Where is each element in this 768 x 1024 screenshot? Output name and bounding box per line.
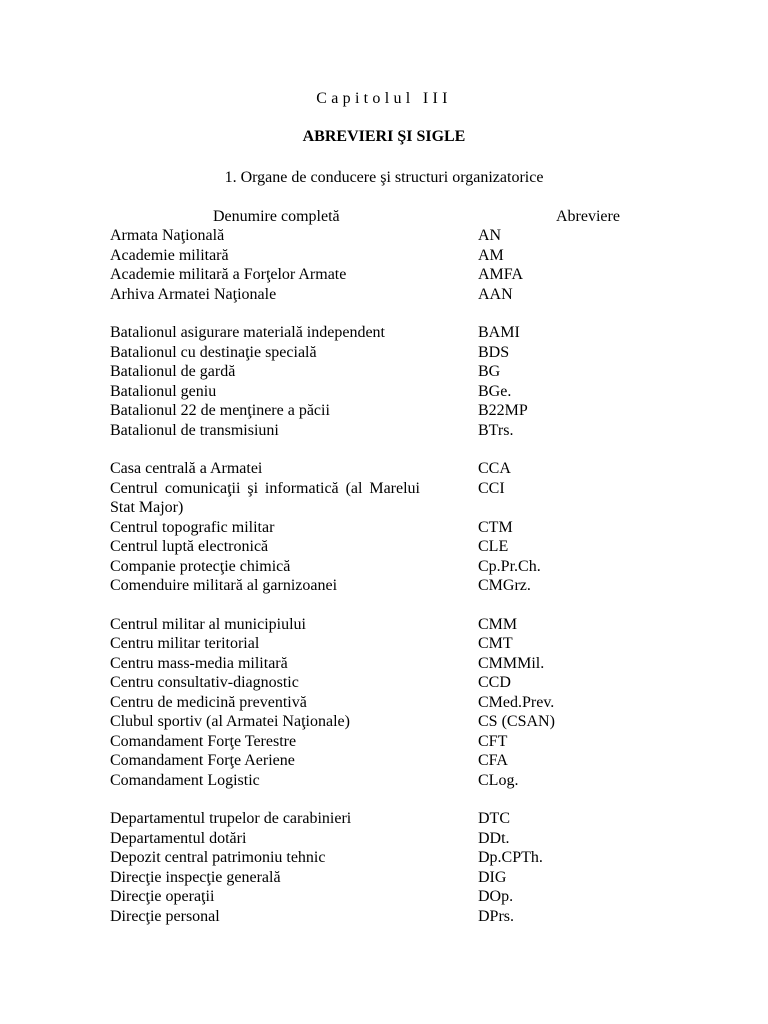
full-name: Academie militară a Forţelor Armate xyxy=(110,266,347,283)
group-spacer xyxy=(110,440,640,459)
full-name: Direcţie inspecţie generală xyxy=(110,868,281,886)
list-item xyxy=(110,343,640,363)
page-title: ABREVIERI ŞI SIGLE xyxy=(302,128,466,145)
abbreviation: DPrs. xyxy=(478,907,515,925)
full-name: Centrul luptă electronică xyxy=(110,538,269,555)
list-item xyxy=(110,771,640,791)
full-name: Batalionul geniu xyxy=(110,382,217,400)
column-header-abbreviation: Abreviere xyxy=(556,208,620,225)
full-name: Centru militar teritorial xyxy=(110,635,260,652)
abbreviation: CS (CSAN) xyxy=(478,713,555,730)
list-item xyxy=(110,362,640,382)
abbreviation: BDS xyxy=(478,343,510,361)
list-item xyxy=(110,285,640,305)
list-item xyxy=(110,848,640,868)
column-header-full-name: Denumire completă xyxy=(213,208,340,225)
abbreviation: CMGrz. xyxy=(478,577,531,594)
list-item xyxy=(110,907,640,927)
full-name: Companie protecţie chimică xyxy=(110,557,291,575)
abbreviation: Dp.CPTh. xyxy=(478,849,543,866)
full-name: Comandament Forţe Terestre xyxy=(110,732,297,750)
list-item xyxy=(110,226,640,246)
full-name: Departamentul trupelor de carabinieri xyxy=(110,810,352,827)
abbreviation: CCA xyxy=(478,460,511,477)
full-name: Batalionul de transmisiuni xyxy=(110,421,279,439)
list-item xyxy=(110,654,640,674)
abbreviation: AAN xyxy=(478,285,513,303)
list-item xyxy=(110,887,640,907)
abbreviation: CLog. xyxy=(478,771,519,789)
abbreviation: CTM xyxy=(478,518,513,536)
full-name: Academie militară xyxy=(110,246,229,264)
list-item xyxy=(110,323,640,343)
list-item xyxy=(110,537,640,557)
abbreviation: CCD xyxy=(478,674,511,691)
list-item xyxy=(110,868,640,888)
abbreviation: CFT xyxy=(478,732,508,750)
abbreviation: CMed.Prev. xyxy=(478,693,555,711)
list-item xyxy=(110,557,640,577)
abbreviation: AM xyxy=(478,246,504,264)
abbreviation: AMFA xyxy=(478,266,524,283)
list-item xyxy=(110,712,640,732)
list-item xyxy=(110,693,640,713)
group-spacer xyxy=(110,304,640,323)
full-name: Centrul comunicaţii şi informatică (al Marelui Stat Major) xyxy=(110,479,420,516)
full-name: Arhiva Armatei Naţionale xyxy=(110,285,277,303)
full-name: Direcţie operaţii xyxy=(110,888,215,905)
list-item xyxy=(110,479,640,518)
list-item xyxy=(110,751,640,771)
list-item xyxy=(110,518,640,538)
abbreviation: CMM xyxy=(478,615,518,633)
chapter-heading: Capitolul III xyxy=(316,90,452,107)
list-item xyxy=(110,421,640,441)
full-name: Centrul topografic militar xyxy=(110,518,275,536)
list-item xyxy=(110,829,640,849)
full-name: Centrul militar al municipiului xyxy=(110,615,306,633)
list-item xyxy=(110,246,640,266)
full-name: Depozit central patrimoniu tehnic xyxy=(110,849,326,866)
full-name: Departamentul dotări xyxy=(110,829,247,847)
abbreviation: CCI xyxy=(478,479,505,497)
section-heading: 1. Organe de conducere şi structuri organizatorice xyxy=(224,169,544,186)
list-item xyxy=(110,576,640,596)
list-item xyxy=(110,634,640,654)
abbreviation: DIG xyxy=(478,868,507,886)
full-name: Batalionul 22 de menţinere a păcii xyxy=(110,402,330,419)
abbreviation-list xyxy=(110,226,640,926)
list-item xyxy=(110,401,640,421)
list-item xyxy=(110,459,640,479)
abbreviation: B22MP xyxy=(478,402,528,419)
abbreviation: DOp. xyxy=(478,888,514,905)
abbreviation: CLE xyxy=(478,538,509,555)
abbreviation: AN xyxy=(478,227,502,244)
full-name: Direcţie personal xyxy=(110,907,220,925)
full-name: Batalionul asigurare materială independent xyxy=(110,324,385,341)
abbreviation: BTrs. xyxy=(478,421,514,439)
full-name: Casa centrală a Armatei xyxy=(110,460,263,477)
group-spacer xyxy=(110,596,640,615)
abbreviation: Cp.Pr.Ch. xyxy=(478,557,541,575)
full-name: Batalionul cu destinaţie specială xyxy=(110,343,317,361)
full-name: Centru consultativ-diagnostic xyxy=(110,674,299,691)
abbreviation: CMT xyxy=(478,635,513,652)
full-name: Batalionul de gardă xyxy=(110,363,236,380)
list-item xyxy=(110,673,640,693)
full-name: Centru mass-media militară xyxy=(110,654,288,672)
list-item xyxy=(110,615,640,635)
abbreviation: CMMMil. xyxy=(478,654,545,672)
abbreviation: BGe. xyxy=(478,382,512,400)
abbreviation: CFA xyxy=(478,752,508,769)
group-spacer xyxy=(110,790,640,809)
full-name: Comenduire militară al garnizoanei xyxy=(110,577,338,594)
list-item xyxy=(110,382,640,402)
full-name: Centru de medicină preventivă xyxy=(110,693,307,711)
list-item xyxy=(110,809,640,829)
full-name: Comandament Logistic xyxy=(110,771,260,789)
abbreviation: BAMI xyxy=(478,324,520,341)
full-name: Clubul sportiv (al Armatei Naţionale) xyxy=(110,713,350,730)
abbreviation: DDt. xyxy=(478,829,510,847)
abbreviation: DTC xyxy=(478,810,510,827)
full-name: Comandament Forţe Aeriene xyxy=(110,752,295,769)
abbreviation: BG xyxy=(478,363,501,380)
full-name: Armata Naţională xyxy=(110,227,225,244)
list-item xyxy=(110,732,640,752)
list-item xyxy=(110,265,640,285)
